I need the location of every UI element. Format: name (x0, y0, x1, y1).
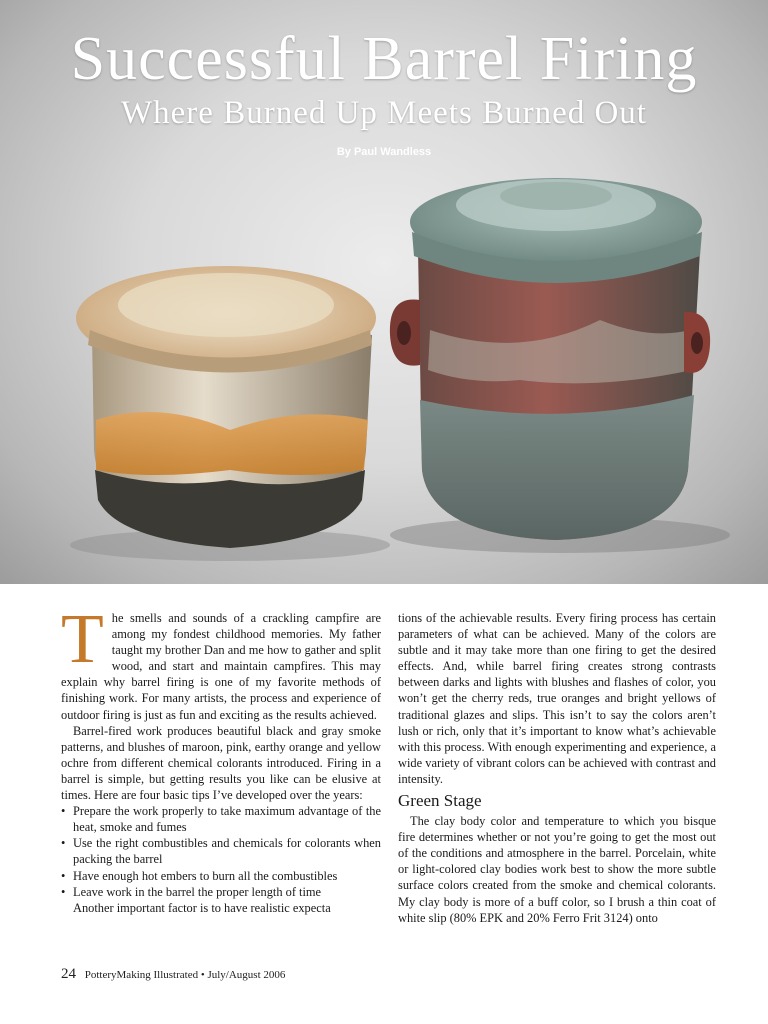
issue-date: July/August 2006 (207, 969, 286, 981)
article-title: Successful Barrel Firing (70, 25, 698, 93)
article-column-right (398, 610, 716, 926)
intro-text: he smells and sounds of a crackling campfire are among my fondest childhood memories. My father taught my brother Dan and me how to gather and split wood, and start and maintain campfires. This may explain why barrel firing is one of my favorite methods of finishing work. For many artists, the process and experience of outdoor firing is just as fun and exciting as the results achieved. (61, 611, 381, 722)
article-subtitle: Where Burned Up Meets Burned Out (121, 95, 647, 131)
paragraph-3-continued: tions of the achievable results. Every firing process has certain parameters of what can be achieved. Many of the colors are subtle and it may take more than one firing to get the desired effects. And, while barrel firing creates strong contrasts between darks and lights with blushes and flashes of color, you won’t get the cherry reds, true oranges and bright yellows of traditional glazes and slips. This isn’t to say the colors aren’t lush or rich, only that it’s important to know what’s achievable with this process. With enough experimenting and experience, a wide variety of vibrant colors can be achieved with contrast and intensity. (398, 611, 716, 786)
left-pot (76, 266, 376, 548)
tips-list (61, 803, 381, 900)
paragraph-4: The clay body color and temperature to which you bisque fire determines whether or not you’re going to get the most out of the conditions and atmosphere in the barrel. Porcelain, white or light-colored clay bodies work best to show the more subtle surface colors created from the smoke and chemical colorants. My clay body is more of a buff color, so I brush a thin coat of white slip (80% EPK and 20% Ferro Frit 3124) onto (398, 814, 716, 925)
paragraph-2: Barrel-fired work produces beautiful black and gray smoke patterns, and blushes of maroon, pink, earthy orange and yellow ochre from different chemical colorants introduced. Firing in a barrel is simple, but getting results you like can be elusive at times. Here are four basic tips I’ve developed over the years: (61, 723, 381, 803)
paragraph-3-start: Another important factor is to have realistic expecta (73, 900, 331, 915)
article-column-left (61, 601, 381, 916)
magazine-name: PotteryMaking Illustrated (84, 969, 199, 981)
intro-paragraph (61, 601, 381, 723)
page-number: 24 (61, 966, 76, 982)
list-item: • Use the right combustibles and chemicals for colorants when packing the barrel (61, 835, 381, 867)
list-item: • Have enough hot embers to burn all the combustibles (61, 868, 381, 884)
page-footer (61, 966, 285, 983)
drop-cap: T (61, 601, 104, 678)
footer-separator: • (200, 969, 205, 981)
right-pot (390, 178, 710, 540)
section-heading: Green Stage (398, 791, 482, 811)
list-item: • Prepare the work properly to take maximum advantage of the heat, smoke and fumes (61, 803, 381, 835)
list-item: • Leave work in the barrel the proper length of time (61, 884, 381, 900)
byline: By Paul Wandless (336, 146, 432, 158)
